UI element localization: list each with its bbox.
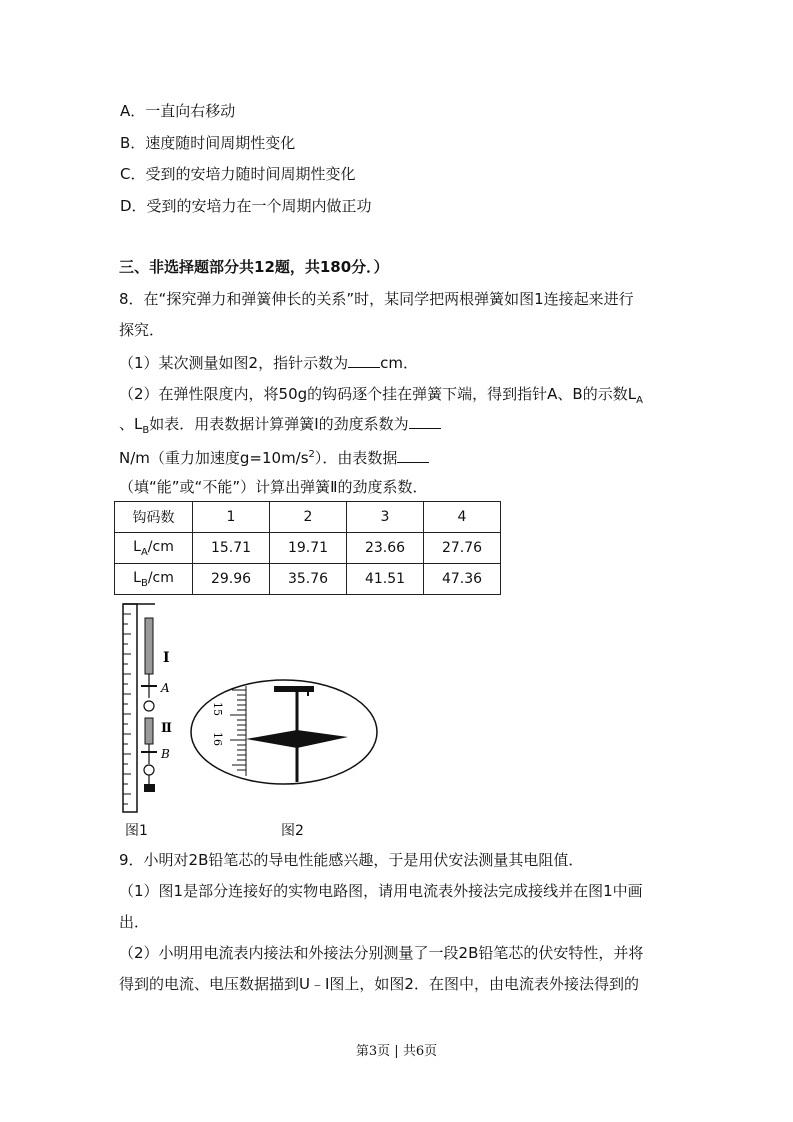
table-cell: 35.76 xyxy=(270,564,347,595)
q8-gravity-text: N/m（重力加速度g=10m/s xyxy=(119,449,309,467)
q8-part2-text: （2）在弹性限度内，将50g的钩码逐个挂在弹簧下端，得到指针A、B的示数L xyxy=(119,385,637,403)
option-d: D．受到的安培力在一个周期内做正功 xyxy=(120,197,372,215)
row-label-sub: A xyxy=(140,546,148,558)
label-spring-2: Ⅱ xyxy=(161,721,172,736)
table-cell: 27.76 xyxy=(424,533,501,564)
answer-blank-3 xyxy=(397,448,429,463)
sup-2: 2 xyxy=(308,449,315,460)
table-header-cell: 1 xyxy=(193,502,270,533)
q8-part2-cont2 xyxy=(119,445,429,468)
table-cell: 15.71 xyxy=(193,533,270,564)
row-label-main: L xyxy=(133,538,141,555)
q8-line1: 8．在“探究弹力和弹簧伸长的关系”时，某同学把两根弹簧如图1连接起来进行 xyxy=(119,290,634,308)
label-pointer-b: B xyxy=(161,747,170,761)
table-cell: 29.96 xyxy=(193,564,270,595)
table-header-cell: 4 xyxy=(424,502,501,533)
spring-2 xyxy=(145,718,153,744)
answer-blank-1 xyxy=(348,353,380,368)
sub-a: A xyxy=(636,395,643,406)
q8-gravity-post: ）．由表数据 xyxy=(314,449,398,467)
weight-block xyxy=(144,784,155,792)
q8-part2-cont3: （填“能”或“不能”）计算出弹簧Ⅱ的劲度系数． xyxy=(119,478,428,496)
table-header-cell: 2 xyxy=(270,502,347,533)
row-label-unit: /cm xyxy=(147,569,174,586)
table-row xyxy=(115,564,501,595)
sub-b: B xyxy=(142,425,150,436)
table-cell: 19.71 xyxy=(270,533,347,564)
answer-blank-2 xyxy=(409,414,441,429)
table-cell: 41.51 xyxy=(347,564,424,595)
label-spring-1: Ⅰ xyxy=(163,650,170,666)
table-header-cell: 3 xyxy=(347,502,424,533)
q8-part1-text: （1）某次测量如图2，指针示数为 xyxy=(119,354,349,372)
q9-line5: 得到的电流、电压数据描到U﹣I图上，如图2．在图中，由电流表外接法得到的 xyxy=(119,975,639,993)
row-label-main: L xyxy=(133,569,141,586)
option-b: B．速度随时间周期性变化 xyxy=(120,134,296,152)
table-row xyxy=(115,533,501,564)
option-c: C．受到的安培力随时间周期性变化 xyxy=(120,165,356,183)
table-cell: 23.66 xyxy=(347,533,424,564)
ruler xyxy=(123,604,137,812)
q8-part2-cont-text: 如表．用表数据计算弹簧Ⅰ的劲度系数为 xyxy=(149,415,409,433)
q9-line3: 出． xyxy=(119,913,150,931)
row-label-sub: B xyxy=(140,577,148,589)
q9-line2: （1）图1是部分连接好的实物电路图，请用电流表外接法完成接线并在图1中画 xyxy=(119,882,643,900)
section-heading: 三、非选择题部分共12题，共180分．） xyxy=(119,258,389,276)
figure1-springs xyxy=(115,602,185,818)
row-label-la xyxy=(115,533,193,564)
figure2-caption: 图2 xyxy=(281,823,304,839)
row-label-unit: /cm xyxy=(147,538,174,555)
data-table xyxy=(114,501,501,595)
page-footer: 第3页 | 共6页 xyxy=(355,1044,438,1059)
q8-part2 xyxy=(119,384,643,411)
figure1-caption: 图1 xyxy=(125,823,148,839)
q8-line2: 探究． xyxy=(119,321,165,339)
q9-line1: 9．小明对2B铅笔芯的导电性能感兴趣，于是用伏安法测量其电阻值． xyxy=(119,851,584,869)
hook-icon xyxy=(144,765,154,775)
table-header-cell: 钩码数 xyxy=(115,502,193,533)
label-pointer-a: A xyxy=(161,681,170,695)
q8-part1 xyxy=(119,353,418,373)
table-cell: 47.36 xyxy=(424,564,501,595)
lb-prefix: 、L xyxy=(119,415,143,433)
q8-part1-unit: cm． xyxy=(380,354,418,372)
hook-icon xyxy=(144,701,154,711)
q9-line4: （2）小明用电流表内接法和外接法分别测量了一段2B铅笔芯的伏安特性，并将 xyxy=(119,944,644,962)
spring-1 xyxy=(145,618,153,674)
scale-label-16: 16 xyxy=(211,732,224,746)
q8-part2-cont xyxy=(119,414,441,441)
scale-label-15: 15 xyxy=(211,702,224,716)
option-a: A．一直向右移动 xyxy=(120,102,236,120)
row-label-lb xyxy=(115,564,193,595)
figure2-reading xyxy=(188,676,380,788)
table-header-row xyxy=(115,502,501,533)
